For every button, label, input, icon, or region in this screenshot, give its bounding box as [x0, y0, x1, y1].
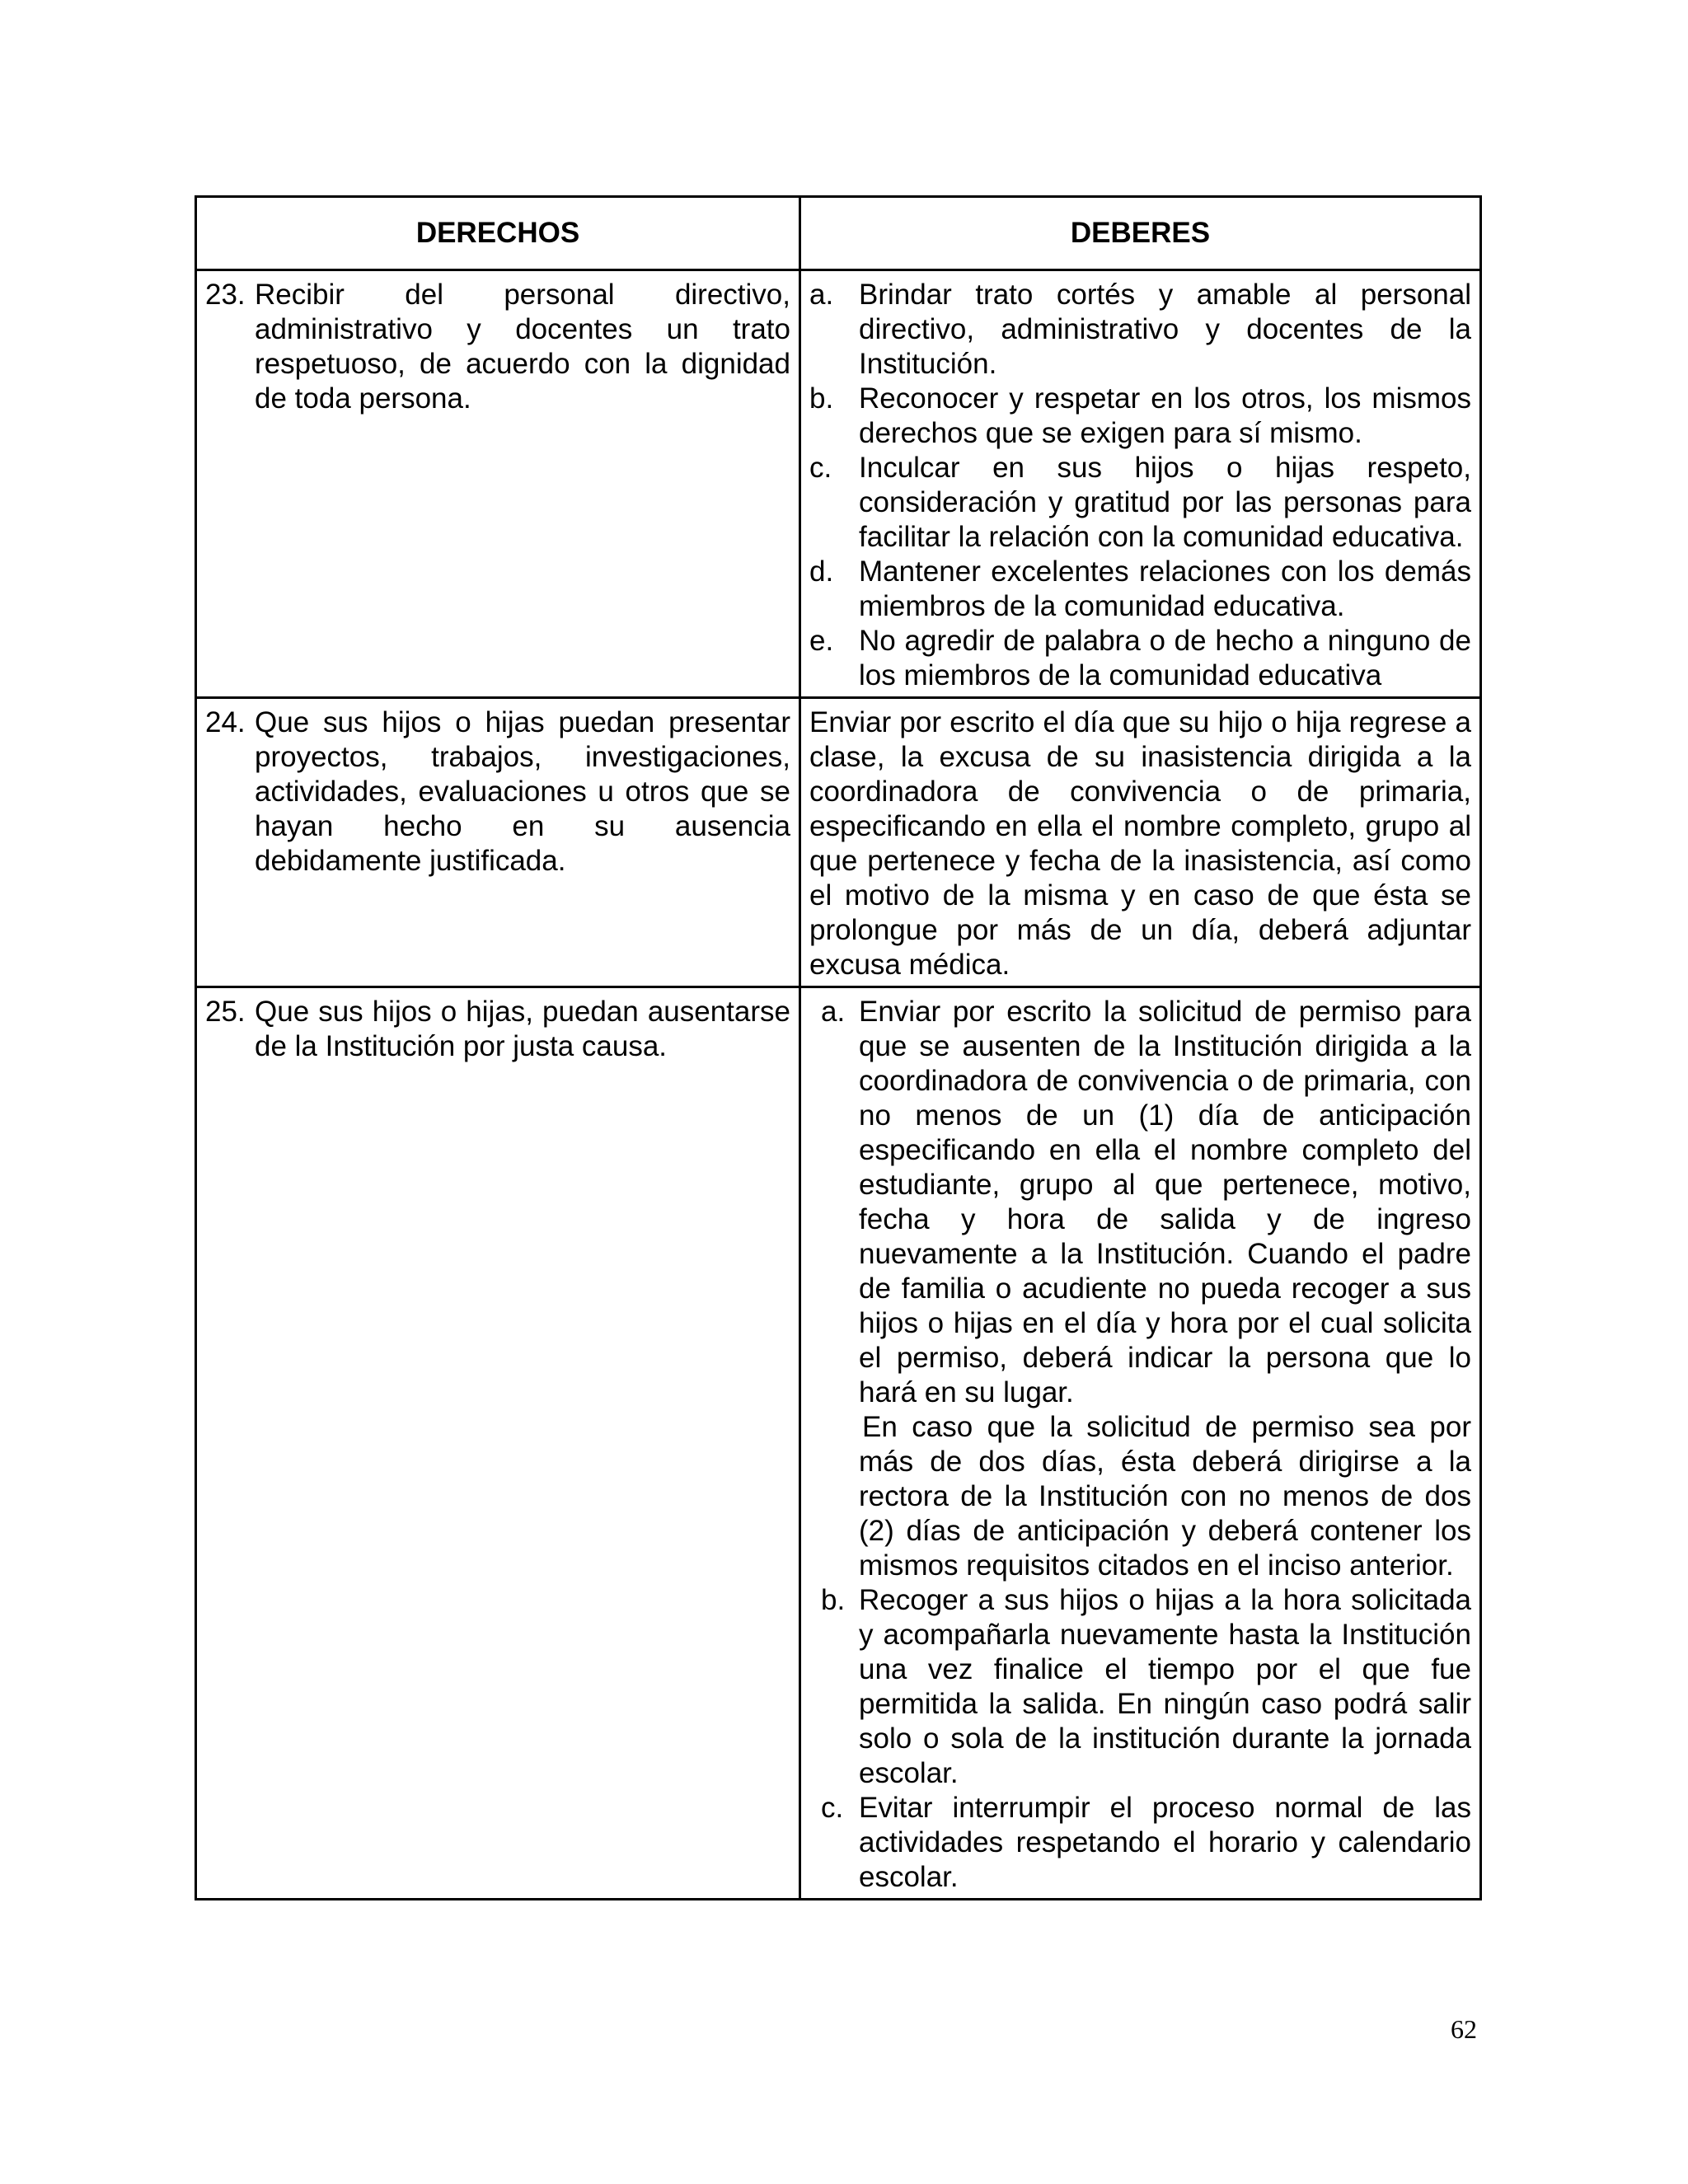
- table-row: [196, 987, 1481, 1900]
- list-item: [809, 1583, 1471, 1791]
- list-item: [809, 1791, 1471, 1895]
- derecho-cell: [196, 270, 800, 698]
- list-item-text: Enviar por escrito la solicitud de permiso para que se ausenten de la Institución dirigida a la coordinadora de convivencia o de primaria, con no menos de un (1) día de anticipación especificando en ella el nombre completo del estudiante, grupo al que pertenece, motivo, fecha y hora de salida y de ingreso nuevamente a la Institución. Cuando el padre de familia o acudiente no pueda recoger a sus hijos o hijas en el día y hora por el cual solicita el permiso, deberá indicar la persona que lo hará en su lugar.: [859, 996, 1471, 1408]
- derecho-item: [197, 271, 799, 419]
- header-derechos: DERECHOS: [196, 197, 800, 270]
- list-item-text: Recoger a sus hijos o hijas a la hora solicitada y acompañarla nuevamente hasta la Institución una vez finalice el tiempo por el que fue permitida la salida. En ningún caso podrá salir solo o sola de la institución durante la jornada escolar.: [859, 1584, 1471, 1789]
- derecho-item: [197, 699, 799, 882]
- list-item-label: a.: [809, 279, 834, 311]
- list-item-label: e.: [809, 625, 834, 657]
- table-header-row: [196, 197, 1481, 270]
- header-deberes: DEBERES: [800, 197, 1481, 270]
- list-item-label: a.: [821, 996, 846, 1028]
- list-item-continuation: [809, 1410, 1471, 1583]
- page-number: 62: [1451, 2014, 1477, 2044]
- list-item-label: b.: [821, 1584, 846, 1616]
- rights-duties-table: [195, 195, 1482, 1900]
- list-item-text: Brindar trato cortés y amable al personal directivo, administrativo y docentes de la Institución.: [859, 279, 1471, 380]
- list-item-label: d.: [809, 555, 834, 588]
- deber-text: Enviar por escrito el día que su hijo o hija regrese a clase, la excusa de su inasistencia dirigida a la coordinadora de convivencia o de primaria, especificando en ella el nombre completo, grupo al que pertenece y fecha de la inasistencia, así como el motivo de la misma y en caso de que ésta se prolongue por más de un día, deberá adjuntar excusa médica.: [809, 706, 1471, 981]
- list-item-text: Mantener excelentes relaciones con los demás miembros de la comunidad educativa.: [859, 555, 1471, 622]
- list-item-label: c.: [809, 452, 832, 484]
- list-item: [809, 278, 1471, 382]
- derecho-text: Que sus hijos o hijas puedan presentar proyectos, trabajos, investigaciones, actividades, evaluaciones u otros que se hayan hecho en su ausencia debidamente justificada.: [255, 706, 790, 877]
- list-item: [809, 624, 1471, 693]
- item-number: 25.: [205, 996, 246, 1028]
- item-number: 23.: [205, 279, 246, 311]
- table-row: [196, 698, 1481, 987]
- derecho-item: [197, 988, 799, 1067]
- list-item: [809, 555, 1471, 624]
- item-number: 24.: [205, 706, 246, 738]
- list-item-text: Inculcar en sus hijos o hijas respeto, consideración y gratitud por las personas para facilitar la relación con la comunidad educativa.: [859, 452, 1471, 553]
- list-item-label: b.: [809, 382, 834, 415]
- list-item-text: Evitar interrumpir el proceso normal de las actividades respetando el horario y calendario escolar.: [859, 1792, 1471, 1893]
- deberes-list: [801, 271, 1479, 696]
- derecho-text: Recibir del personal directivo, administrativo y docentes un trato respetuoso, de acuerdo con la dignidad de toda persona.: [255, 279, 790, 415]
- deberes-cell: [800, 270, 1481, 698]
- list-item: [809, 382, 1471, 451]
- continuation-text: En caso que la solicitud de permiso sea por más de dos días, ésta deberá dirigirse a la rectora de la Institución con no menos de dos (2) días de anticipación y deberá contener los mismos requisitos citados en el inciso anterior.: [859, 1411, 1471, 1582]
- list-item-text: No agredir de palabra o de hecho a ninguno de los miembros de la comunidad educativa: [859, 625, 1471, 691]
- deberes-cell: [800, 698, 1481, 987]
- derecho-text: Que sus hijos o hijas, puedan ausentarse de la Institución por justa causa.: [255, 996, 790, 1062]
- list-item: [809, 451, 1471, 555]
- table-row: [196, 270, 1481, 698]
- list-item-label: c.: [821, 1792, 844, 1824]
- list-item-text: Reconocer y respetar en los otros, los mismos derechos que se exigen para sí mismo.: [859, 382, 1471, 449]
- deberes-list: [801, 988, 1479, 1898]
- deberes-cell: [800, 987, 1481, 1900]
- derecho-cell: [196, 987, 800, 1900]
- derecho-cell: [196, 698, 800, 987]
- list-item: [809, 995, 1471, 1410]
